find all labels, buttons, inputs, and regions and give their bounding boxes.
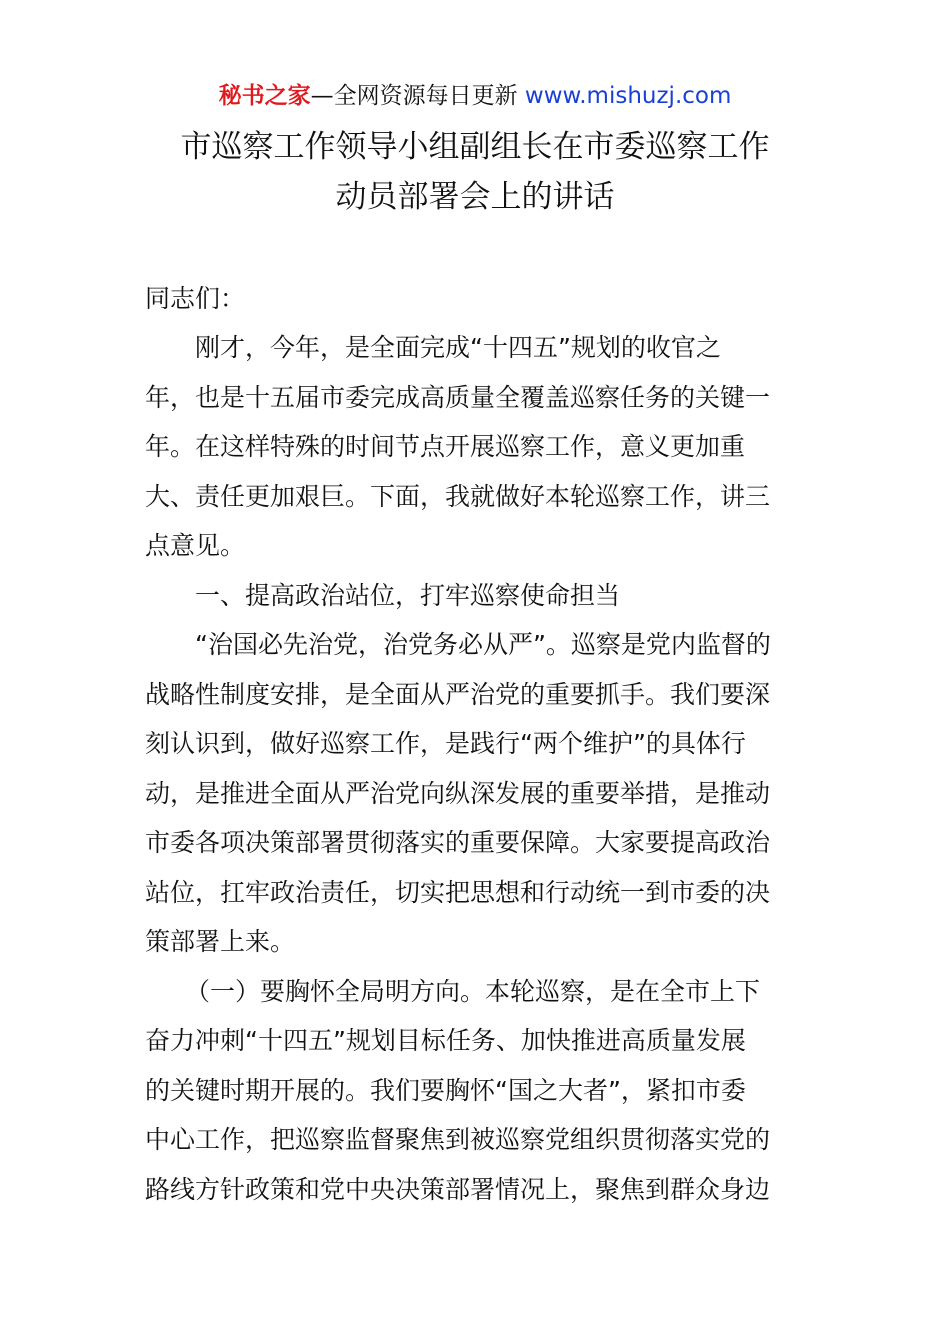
header-tagline: —全网资源每日更新: [310, 83, 518, 109]
document-title-line-2: 动员部署会上的讲话: [335, 179, 615, 215]
body-line: 市委各项决策部署贯彻落实的重要保障。大家要提高政治: [145, 828, 771, 857]
body-line: 站位，扛牢政治责任，切实把思想和行动统一到市委的决: [145, 878, 771, 907]
body-line: “治国必先治党，治党务必从严”。巡察是党内监督的: [195, 630, 771, 659]
body-line: 奋力冲刺“十四五”规划目标任务、加快推进高质量发展: [145, 1026, 746, 1055]
brand-name: 秘书之家: [218, 83, 311, 109]
body-line: 点意见。: [145, 531, 246, 560]
body-line: 战略性制度安排，是全面从严治党的重要抓手。我们要深: [145, 680, 771, 709]
salutation: 同志们：: [145, 284, 246, 313]
body-line: 的关键时期开展的。我们要胸怀“国之大者”，紧扣市委: [145, 1076, 746, 1105]
body-line: 年，也是十五届市委完成高质量全覆盖巡察任务的关键一: [145, 383, 771, 412]
body-line: 刚才，今年，是全面完成“十四五”规划的收官之: [195, 333, 721, 362]
site-header: [0, 80, 950, 112]
document-title-line-1: 市巡察工作领导小组副组长在市委巡察工作: [180, 129, 770, 165]
site-url-link[interactable]: www.mishuzj.com: [517, 83, 732, 109]
body-line: 动，是推进全面从严治党向纵深发展的重要举措，是推动: [145, 779, 771, 808]
body-line: 大、责任更加艰巨。下面，我就做好本轮巡察工作，讲三: [145, 482, 771, 511]
body-line: 策部署上来。: [145, 927, 296, 956]
body-line: 中心工作，把巡察监督聚焦到被巡察党组织贯彻落实党的: [145, 1125, 771, 1154]
body-line: 刻认识到，做好巡察工作，是践行“两个维护”的具体行: [145, 729, 746, 758]
subsection-heading-1: （一）要胸怀全局明方向。本轮巡察，是在全市上下: [185, 977, 761, 1006]
body-line: 路线方针政策和党中央决策部署情况上，聚焦到群众身边: [145, 1175, 771, 1204]
body-line: 年。在这样特殊的时间节点开展巡察工作，意义更加重: [145, 432, 746, 461]
section-heading-1: 一、提高政治站位，打牢巡察使命担当: [195, 581, 621, 610]
